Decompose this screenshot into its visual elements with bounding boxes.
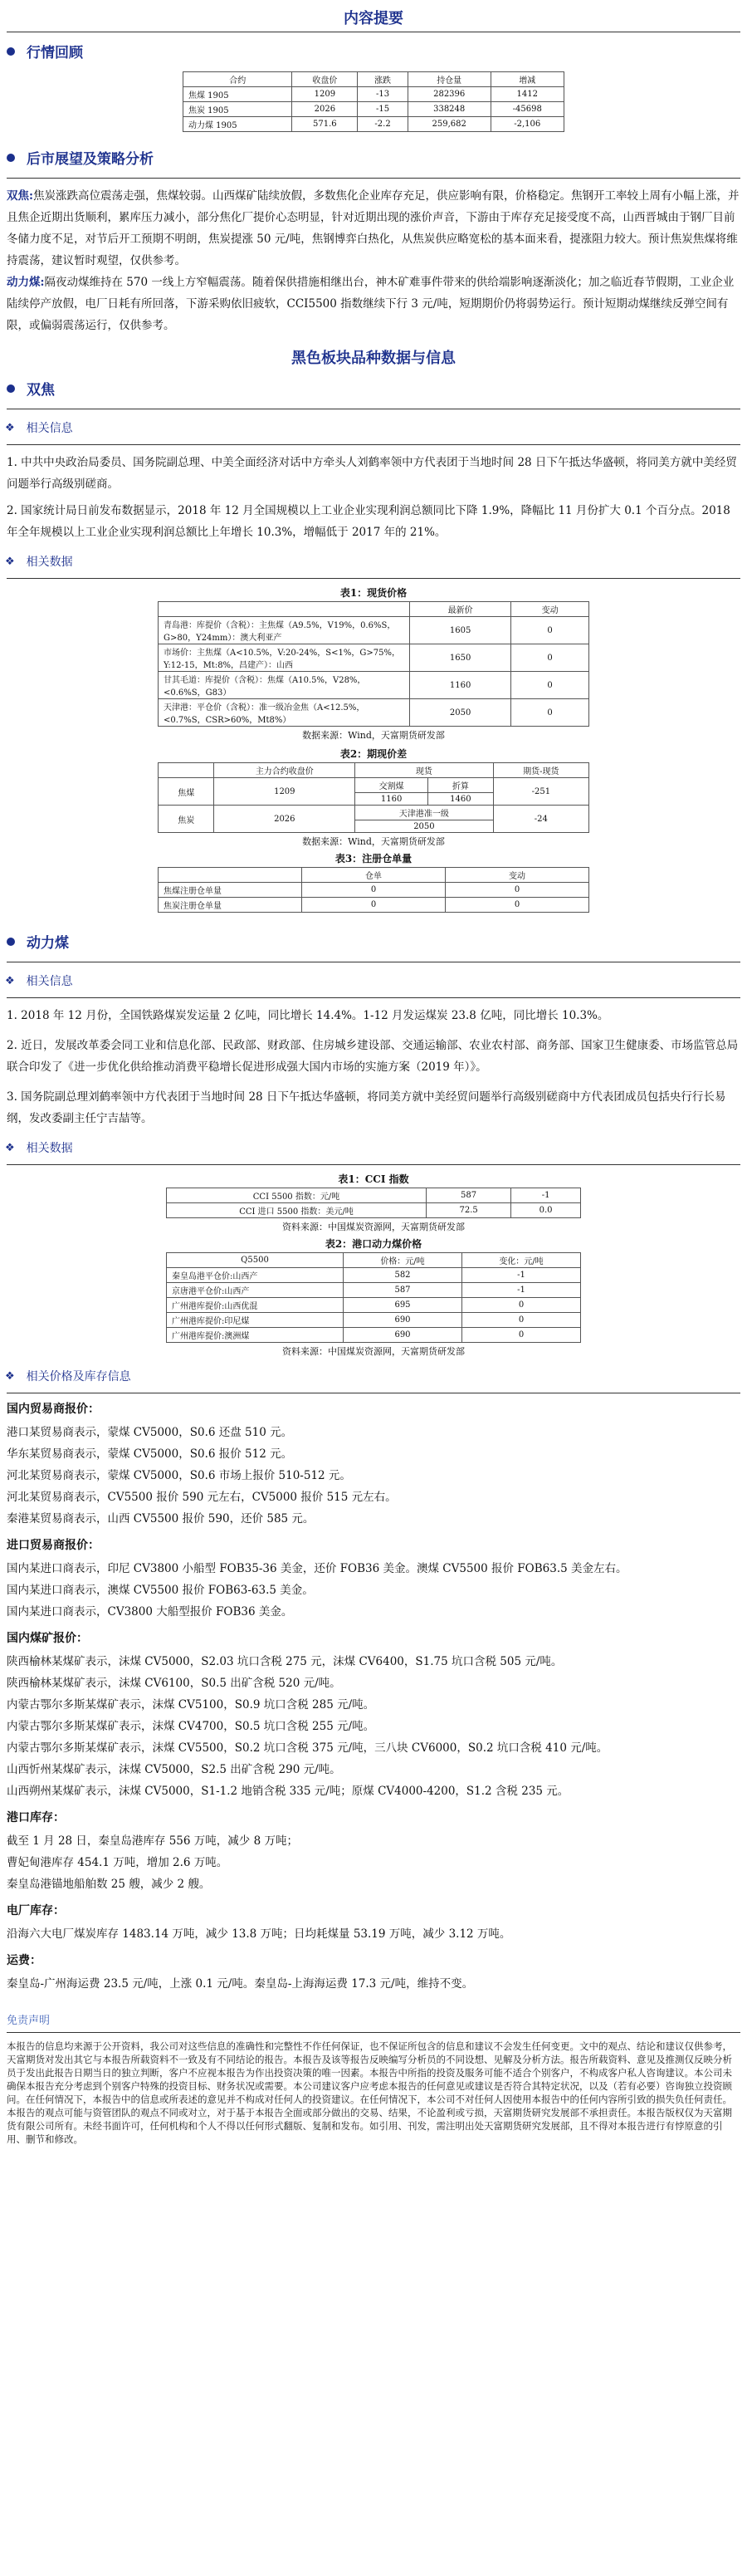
disclaimer-heading: 免责声明 bbox=[7, 2015, 51, 2027]
table-cell: 0 bbox=[511, 617, 589, 644]
table-cell: 587 bbox=[427, 1188, 511, 1203]
bullet-icon bbox=[7, 154, 15, 162]
table-cell: 1605 bbox=[410, 617, 511, 644]
table-cell: 广州港库提价:山西优混 bbox=[167, 1298, 344, 1313]
table-row bbox=[167, 1313, 581, 1328]
diamond-icon: ❖ bbox=[5, 974, 15, 987]
table-source: 数据来源：Wind，天富期货研发部 bbox=[302, 730, 445, 741]
table-row bbox=[167, 1203, 581, 1218]
table-cell: 天津港：平仓价（含税）：准一级冶金焦（A<12.5%，<0.7%S，CSR>60%，Mt8%） bbox=[159, 699, 410, 727]
outlook-heading bbox=[7, 147, 747, 168]
list-item: 国内某进口商表示，CV3800 大船型报价 FOB36 美金。 bbox=[7, 1605, 293, 1619]
table-header-cell: 变动 bbox=[446, 868, 589, 883]
table-cell: 焦炭注册仓单量 bbox=[159, 898, 302, 913]
table-row bbox=[167, 1283, 581, 1298]
table-cell: -1 bbox=[511, 1188, 581, 1203]
table-header-cell: 价格：元/吨 bbox=[344, 1253, 462, 1268]
table-row bbox=[159, 806, 589, 820]
table-cell: CCI 5500 指数：元/吨 bbox=[167, 1188, 427, 1203]
table-cell: 259,682 bbox=[408, 117, 491, 132]
table-row bbox=[159, 699, 589, 727]
table-cell: 焦煤 1905 bbox=[183, 87, 292, 102]
table-header-row bbox=[167, 1253, 581, 1268]
group-title: 电厂库存： bbox=[7, 1904, 65, 1917]
table-cell: 582 bbox=[344, 1268, 462, 1283]
subheading-label: 相关价格及库存信息 bbox=[26, 1370, 131, 1383]
table-cell: 2050 bbox=[355, 820, 494, 833]
table-cell: 0 bbox=[511, 672, 589, 699]
table-caption: 表3：注册仓单量 bbox=[334, 853, 413, 864]
table-row bbox=[159, 898, 589, 913]
table-caption: 表1：CCI 指数 bbox=[338, 1173, 409, 1185]
thermal-prices-heading bbox=[5, 1368, 747, 1384]
table-cell: 690 bbox=[344, 1328, 462, 1343]
twin-coke-info-heading bbox=[5, 419, 747, 436]
info-item: 3. 国务院副总理刘鹤率领中方代表团于当地时间 28 日下午抵达华盛顿，将同美方就中美经贸问题举行高级别磋商中方代表团成员包括央行行长易纲，发改委副主任宁吉喆等。 bbox=[7, 1090, 726, 1125]
info-item: 1. 2018 年 12 月份，全国铁路煤炭发运量 2 亿吨，同比增长 14.4%。1-12 月发运煤炭 23.8 亿吨，同比增长 10.3%。 bbox=[7, 1009, 609, 1022]
table-caption: 表2：期现价差 bbox=[339, 748, 408, 760]
list-item: 国内某进口商表示，澳煤 CV5500 报价 FOB63-63.5 美金。 bbox=[7, 1584, 314, 1597]
table-cell: 282396 bbox=[408, 87, 491, 102]
table-cell: 秦皇岛港平仓价:山西产 bbox=[167, 1268, 344, 1283]
table-row bbox=[183, 117, 564, 132]
list-item: 曹妃甸港库存 454.1 万吨，增加 2.6 万吨。 bbox=[7, 1856, 228, 1869]
info-item: 2. 近日，发展改革委会同工业和信息化部、民政部、财政部、住房城乡建设部、交通运输部、农业农村部、商务部、国家卫生健康委、市场监管总局联合印发了《进一步优化供给推动消费平稳增长促进形成强大国内市场的实施方案（2019 年）》。 bbox=[7, 1039, 739, 1074]
table-cell: -45698 bbox=[491, 102, 564, 117]
info-item: 2. 国家统计局日前发布数据显示，2018 年 12 月全国规模以上工业企业实现利润总额同比下降 1.9%，降幅比 11 月份扩大 0.1 个百分点。2018 年全年规模以上工业企业实现利润总额比上年增长 10.3%，增幅低于 2017 年的 21%。 bbox=[7, 504, 730, 539]
diamond-icon: ❖ bbox=[5, 421, 15, 434]
table-cell: -2.2 bbox=[358, 117, 408, 132]
paragraph-label: 双焦: bbox=[7, 189, 33, 203]
table-header-row bbox=[183, 72, 564, 87]
list-item: 河北某贸易商表示，CV5500 报价 590 元左右，CV5000 报价 515 元左右。 bbox=[7, 1491, 397, 1504]
table-cell: 72.5 bbox=[427, 1203, 511, 1218]
table-cell: 1209 bbox=[214, 778, 355, 806]
market-review-title: 行情回顾 bbox=[27, 45, 83, 61]
disclaimer-rule bbox=[7, 2032, 740, 2033]
table-caption: 表1：现货价格 bbox=[339, 587, 408, 599]
list-item: 沿海六大电厂煤炭库存 1483.14 万吨，减少 13.8 万吨；日均耗煤量 53.19 万吨，减少 3.12 万吨。 bbox=[7, 1927, 511, 1941]
table-row bbox=[167, 1188, 581, 1203]
table-row bbox=[159, 617, 589, 644]
outlook-paragraph-coke bbox=[7, 185, 740, 272]
table-cell: 571.6 bbox=[292, 117, 358, 132]
paragraph-text: 隔夜动煤维持在 570 一线上方窄幅震荡。随着保供措施相继出台，神木矿难事件带来的供给端影响逐渐淡化；加之临近春节假期，工业企业陆续停产放假，电厂日耗有所回落，下游采购依旧疲软，CCI5500 指数继续下行 3 元/吨，短期期价仍将弱势运行。预计短期动煤继续反弹空间有限，或偏弱震荡运行，仅供参考。 bbox=[7, 276, 735, 332]
group-title: 进口贸易商报价： bbox=[7, 1539, 100, 1552]
table-header-cell: 变动 bbox=[511, 602, 589, 617]
table-cell: -251 bbox=[493, 778, 588, 806]
table-cell: 695 bbox=[344, 1298, 462, 1313]
table-cell: 1650 bbox=[410, 644, 511, 672]
table-cell: 焦煤 bbox=[159, 778, 214, 806]
table-cell: -2,106 bbox=[491, 117, 564, 132]
table-header-cell bbox=[159, 602, 410, 617]
table-row bbox=[183, 87, 564, 102]
table-cell: -15 bbox=[358, 102, 408, 117]
table-cell: 京唐港平仓价:山西产 bbox=[167, 1283, 344, 1298]
table-cell: 0.0 bbox=[511, 1203, 581, 1218]
table-header-cell: 期货-现货 bbox=[493, 763, 588, 778]
twin-coke-title: 双焦 bbox=[27, 382, 55, 399]
group-title: 国内贸易商报价： bbox=[7, 1403, 100, 1416]
group-title: 港口库存： bbox=[7, 1811, 65, 1824]
diamond-icon: ❖ bbox=[5, 1369, 15, 1383]
table-row bbox=[159, 644, 589, 672]
table-cell: -1 bbox=[462, 1283, 581, 1298]
subheading-label: 相关数据 bbox=[26, 556, 73, 569]
list-item: 内蒙古鄂尔多斯某煤矿表示，沫煤 CV5100，S0.9 坑口含税 285 元/吨。 bbox=[7, 1698, 375, 1712]
info-item: 1. 中共中央政治局委员、国务院副总理、中美全面经济对话中方牵头人刘鹤率领中方代表团于当地时间 28 日下午抵达华盛顿，将同美方就中美经贸问题举行高级别磋商。 bbox=[7, 456, 737, 491]
table-cell: 动力煤 1905 bbox=[183, 117, 292, 132]
table-cell: 1412 bbox=[491, 87, 564, 102]
table-row bbox=[167, 1268, 581, 1283]
list-item: 港口某贸易商表示，蒙煤 CV5000，S0.6 还盘 510 元。 bbox=[7, 1426, 293, 1439]
table-cell: 甘其毛道：库提价（含税）：焦煤（A10.5%，V28%，<0.6%S，G83） bbox=[159, 672, 410, 699]
table-cell: -13 bbox=[358, 87, 408, 102]
group-title: 运费： bbox=[7, 1954, 42, 1967]
cci-index-table bbox=[166, 1188, 581, 1218]
subheading-label: 相关数据 bbox=[26, 1142, 73, 1155]
thermal-coal-heading bbox=[7, 931, 747, 952]
basis-table bbox=[158, 762, 589, 833]
table-cell: 青岛港：库提价（含税）：主焦煤（A9.5%，V19%，0.6%S，G>80，Y24mm）：澳大利亚产 bbox=[159, 617, 410, 644]
table-cell: 交割煤 bbox=[355, 778, 428, 793]
thermal-coal-title: 动力煤 bbox=[27, 935, 69, 952]
table-source: 数据来源：Wind，天富期货研发部 bbox=[302, 836, 445, 847]
section-rule bbox=[7, 178, 740, 179]
table-cell: 338248 bbox=[408, 102, 491, 117]
section-rule bbox=[7, 1164, 740, 1165]
price-inventory-groups bbox=[0, 1400, 747, 1995]
table-row bbox=[167, 1298, 581, 1313]
table-cell: 1209 bbox=[292, 87, 358, 102]
table-cell: 0 bbox=[511, 699, 589, 727]
table-cell: 0 bbox=[446, 898, 589, 913]
list-item: 秦港某贸易商表示，山西 CV5500 报价 590，还价 585 元。 bbox=[7, 1512, 315, 1526]
warehouse-receipt-table bbox=[158, 867, 589, 913]
table-cell: 0 bbox=[462, 1313, 581, 1328]
table-cell: 1160 bbox=[410, 672, 511, 699]
table-source: 资料来源：中国煤炭资源网，天富期货研发部 bbox=[282, 1222, 465, 1232]
table-header-cell: 涨跌 bbox=[358, 72, 408, 87]
list-item: 秦皇岛-广州海运费 23.5 元/吨，上涨 0.1 元/吨。秦皇岛-上海海运费 17.3 元/吨，维持不变。 bbox=[7, 1977, 474, 1991]
disclaimer-text: 本报告的信息均来源于公开资料，我公司对这些信息的准确性和完整性不作任何保证，也不保证所包含的信息和建议不会发生任何变更。文中的观点、结论和建议仅供参考，天富期货对发出其它与本报告所载资料不一致及有不同结论的报告。本报告及该等报告反映编写分析员的不同设想、见解及分析方法。报告所载资料、意见及推测仅反映分析员于发出此报告日期当日的独立判断，客户不应视本报告为作出投资决策的唯一因素。本报告中所指的投资及服务可能不适合个别客户，不构成客户私人咨询建议。本公司未确保本报告充分考虑到个别客户特殊的投资目标、财务状况或需要。本公司建议客户应考虑本报告的任何意见或建议是否符合其特定状况，以及（若有必要）咨询独立投资顾问。在任何情况下，本报告中的信息或所表述的意见并不构成对任何人的投资建议。在任何情况下，本公司不对任何人因使用本报告中的任何内容所引致的损失负任何责任。本报告的观点可能与资管团队的观点不同或对立，对于基于本报告全面或部分做出的交易、结果，不论盈利或亏损，天富期货研究发展部不承担责任。本报告版权仅为天富期货有限公司所有。未经书面许可，任何机构和个人不得以任何形式翻版、复制和发布。如引用、刊发，需注明出处天富期货研究发展部，且不得对本报告进行有悖原意的引用、删节和修改。 bbox=[7, 2040, 732, 2145]
table-cell: 0 bbox=[462, 1328, 581, 1343]
table-cell: 1160 bbox=[355, 793, 428, 806]
table-cell: 587 bbox=[344, 1283, 462, 1298]
thermal-data-heading bbox=[5, 1139, 747, 1156]
market-review-table bbox=[183, 71, 564, 132]
table-header-cell: 变化：元/吨 bbox=[462, 1253, 581, 1268]
paragraph-label: 动力煤: bbox=[7, 276, 45, 289]
table-header-cell: 增减 bbox=[491, 72, 564, 87]
list-item: 内蒙古鄂尔多斯某煤矿表示，沫煤 CV5500，S0.2 坑口含税 375 元/吨，三八块 CV6000，S0.2 坑口含税 410 元/吨。 bbox=[7, 1741, 608, 1755]
table-cell: -24 bbox=[493, 806, 588, 833]
table-cell: 折算 bbox=[428, 778, 494, 793]
table-header-cell: Q5500 bbox=[167, 1253, 344, 1268]
list-item: 陕西榆林某煤矿表示，沫煤 CV6100，S0.5 出矿含税 520 元/吨。 bbox=[7, 1677, 341, 1690]
section-rule bbox=[7, 444, 740, 445]
table-cell: 2026 bbox=[214, 806, 355, 833]
bullet-icon bbox=[7, 47, 15, 56]
table-header-cell bbox=[159, 763, 214, 778]
group-title: 国内煤矿报价： bbox=[7, 1632, 88, 1645]
thermal-info-heading bbox=[5, 972, 747, 989]
table-source: 资料来源：中国煤炭资源网，天富期货研发部 bbox=[282, 1346, 465, 1357]
table-header-cell: 主力合约收盘价 bbox=[214, 763, 355, 778]
table-header-cell: 仓单 bbox=[302, 868, 446, 883]
table-cell: 0 bbox=[302, 898, 446, 913]
table-row bbox=[159, 883, 589, 898]
list-item: 秦皇岛港锚地船舶数 25 艘，减少 2 艘。 bbox=[7, 1878, 211, 1891]
table-cell: 天津港准一级 bbox=[355, 806, 494, 820]
table-cell: 焦煤注册仓单量 bbox=[159, 883, 302, 898]
diamond-icon: ❖ bbox=[5, 1141, 15, 1154]
table-row bbox=[159, 778, 589, 793]
table-header-cell: 收盘价 bbox=[292, 72, 358, 87]
list-item: 河北某贸易商表示，蒙煤 CV5000，S0.6 市场上报价 510-512 元。 bbox=[7, 1469, 351, 1482]
list-item: 陕西榆林某煤矿表示，沫煤 CV5000，S2.03 坑口含税 275 元，沫煤 CV6400，S1.75 坑口含税 505 元/吨。 bbox=[7, 1655, 563, 1668]
list-item: 国内某进口商表示，印尼 CV3800 小船型 FOB35-36 美金，还价 FOB36 美金。澳煤 CV5500 报价 FOB63.5 美金左右。 bbox=[7, 1562, 627, 1575]
table-cell: 0 bbox=[462, 1298, 581, 1313]
table-caption: 表2：港口动力煤价格 bbox=[325, 1238, 422, 1250]
table-header-cell: 现货 bbox=[355, 763, 494, 778]
section-rule bbox=[7, 578, 740, 579]
table-cell: 2050 bbox=[410, 699, 511, 727]
diamond-icon: ❖ bbox=[5, 555, 15, 568]
black-sector-title: 黑色板块品种数据与信息 bbox=[291, 350, 456, 367]
table-cell: 广州港库提价:印尼煤 bbox=[167, 1313, 344, 1328]
twin-coke-data-heading bbox=[5, 553, 747, 570]
list-item: 内蒙古鄂尔多斯某煤矿表示，沫煤 CV4700，S0.5 坑口含税 255 元/吨。 bbox=[7, 1720, 375, 1733]
market-review-heading bbox=[7, 41, 747, 61]
table-cell: 0 bbox=[446, 883, 589, 898]
table-cell: -1 bbox=[462, 1268, 581, 1283]
table-header-row bbox=[159, 868, 589, 883]
table-header-row bbox=[159, 602, 589, 617]
table-header-cell: 持仓量 bbox=[408, 72, 491, 87]
spot-price-table bbox=[158, 601, 589, 727]
bullet-icon bbox=[7, 384, 15, 393]
table-row bbox=[167, 1328, 581, 1343]
subheading-label: 相关信息 bbox=[26, 975, 73, 988]
table-cell: CCI 进口 5500 指数：美元/吨 bbox=[167, 1203, 427, 1218]
table-cell: 2026 bbox=[292, 102, 358, 117]
table-cell: 市场价：主焦煤（A<10.5%，V:20-24%，S<1%，G>75%，Y:12-15，Mt:8%，昌建产）：山西 bbox=[159, 644, 410, 672]
list-item: 华东某贸易商表示，蒙煤 CV5000，S0.6 报价 512 元。 bbox=[7, 1447, 293, 1461]
paragraph-text: 焦炭涨跌高位震荡走强，焦煤较弱。山西煤矿陆续放假，多数焦化企业库存充足，供应影响有限，价格稳定。焦钢开工率较上周有小幅上涨，并且焦企近期出货顺利，累库压力减小，部分焦化厂提价心态明显，针对近期出现的涨价声音，下游由于库存充足接受度不高，山西晋城由于钢厂目前冬储力度不足，对节后开工预期不明朗，焦炭提涨 50 元/吨，焦钢博弈白热化，从焦炭供应略宽松的基本面来看，提涨阻力较大。预计焦炭焦煤将维持震荡，建议暂时观望，仅供参考。 bbox=[7, 189, 740, 267]
bullet-icon bbox=[7, 938, 15, 946]
table-header-cell: 最新价 bbox=[410, 602, 511, 617]
table-header-cell: 合约 bbox=[183, 72, 292, 87]
table-cell: 焦炭 1905 bbox=[183, 102, 292, 117]
list-item: 山西忻州某煤矿表示，沫煤 CV5000，S2.5 出矿含税 290 元/吨。 bbox=[7, 1763, 341, 1776]
subheading-label: 相关信息 bbox=[26, 422, 73, 435]
table-cell: 广州港库提价:澳洲煤 bbox=[167, 1328, 344, 1343]
outlook-title: 后市展望及策略分析 bbox=[27, 151, 154, 168]
table-row bbox=[183, 102, 564, 117]
table-cell: 0 bbox=[302, 883, 446, 898]
outlook-paragraph-thermal bbox=[7, 272, 740, 336]
port-price-table bbox=[166, 1252, 581, 1343]
section-rule bbox=[7, 997, 740, 998]
document-title: 内容提要 bbox=[344, 10, 403, 27]
table-header-cell bbox=[159, 868, 302, 883]
list-item: 山西朔州某煤矿表示，沫煤 CV5000，S1-1.2 地销含税 335 元/吨；原煤 CV4000-4200，S1.2 含税 235 元。 bbox=[7, 1785, 569, 1798]
list-item: 截至 1 月 28 日，秦皇岛港库存 556 万吨，减少 8 万吨； bbox=[7, 1834, 298, 1848]
table-cell: 焦炭 bbox=[159, 806, 214, 833]
twin-coke-heading bbox=[7, 378, 747, 399]
table-cell: 0 bbox=[511, 644, 589, 672]
table-row bbox=[159, 672, 589, 699]
table-cell: 690 bbox=[344, 1313, 462, 1328]
table-header-row bbox=[159, 763, 589, 778]
table-cell: 1460 bbox=[428, 793, 494, 806]
